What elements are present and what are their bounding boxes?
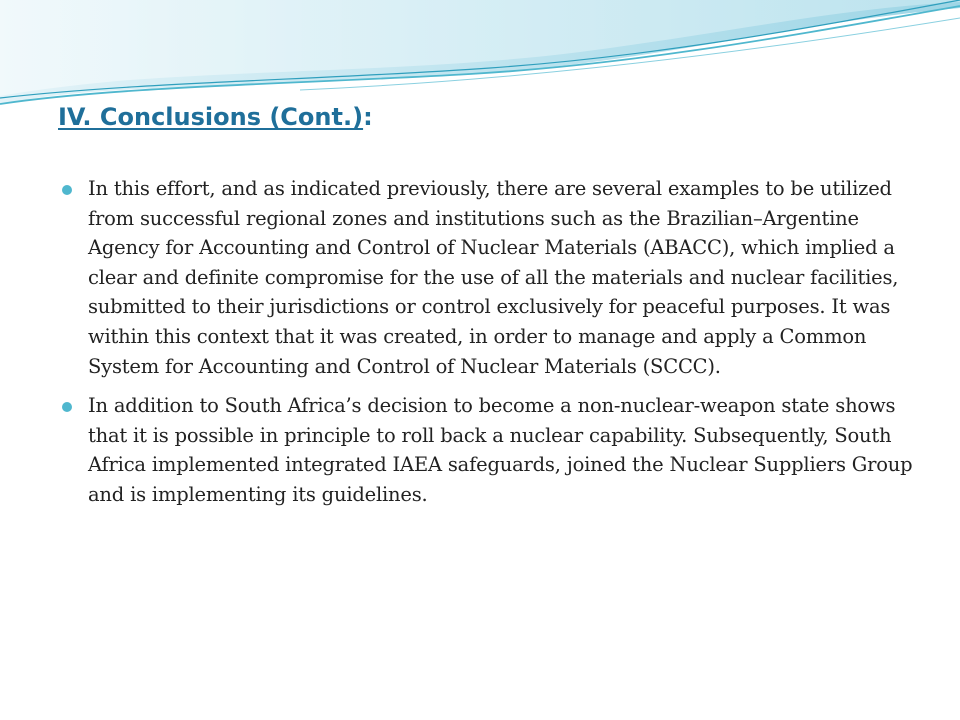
bullet-dot-icon [62,402,72,412]
bullet-text: In addition to South Africa’s decision to become a non-nuclear-weapon state shows that it is possible in principle to roll back a nuclear capability. Subsequently, South Africa implemented integrated IAEA safeguards, joined the Nuclear Suppliers Group and is implementing its guidelines. [88,394,913,506]
bullet-text: In this effort, and as indicated previously, there are several examples to be utilized from successful regional zones and institutions such as the Brazilian–Argentine Agency for Accounting and Control of Nuclear Materials (ABACC), which implied a clear and definite compromise for the use of all the materials and nuclear facilities, submitted to their jurisdictions or control exclusively for peaceful purposes. It was within this context that it was created, in order to manage and apply a Common System for Accounting and Control of Nuclear Materials (SCCC). [88,177,899,378]
bullet-list [58,174,914,520]
slide-title-suffix: : [363,103,373,131]
slide-title [58,101,373,133]
bullet-item [58,174,914,381]
bullet-item [58,391,914,509]
slide-title-link[interactable]: IV. Conclusions (Cont.) [58,103,364,131]
bullet-dot-icon [62,185,72,195]
